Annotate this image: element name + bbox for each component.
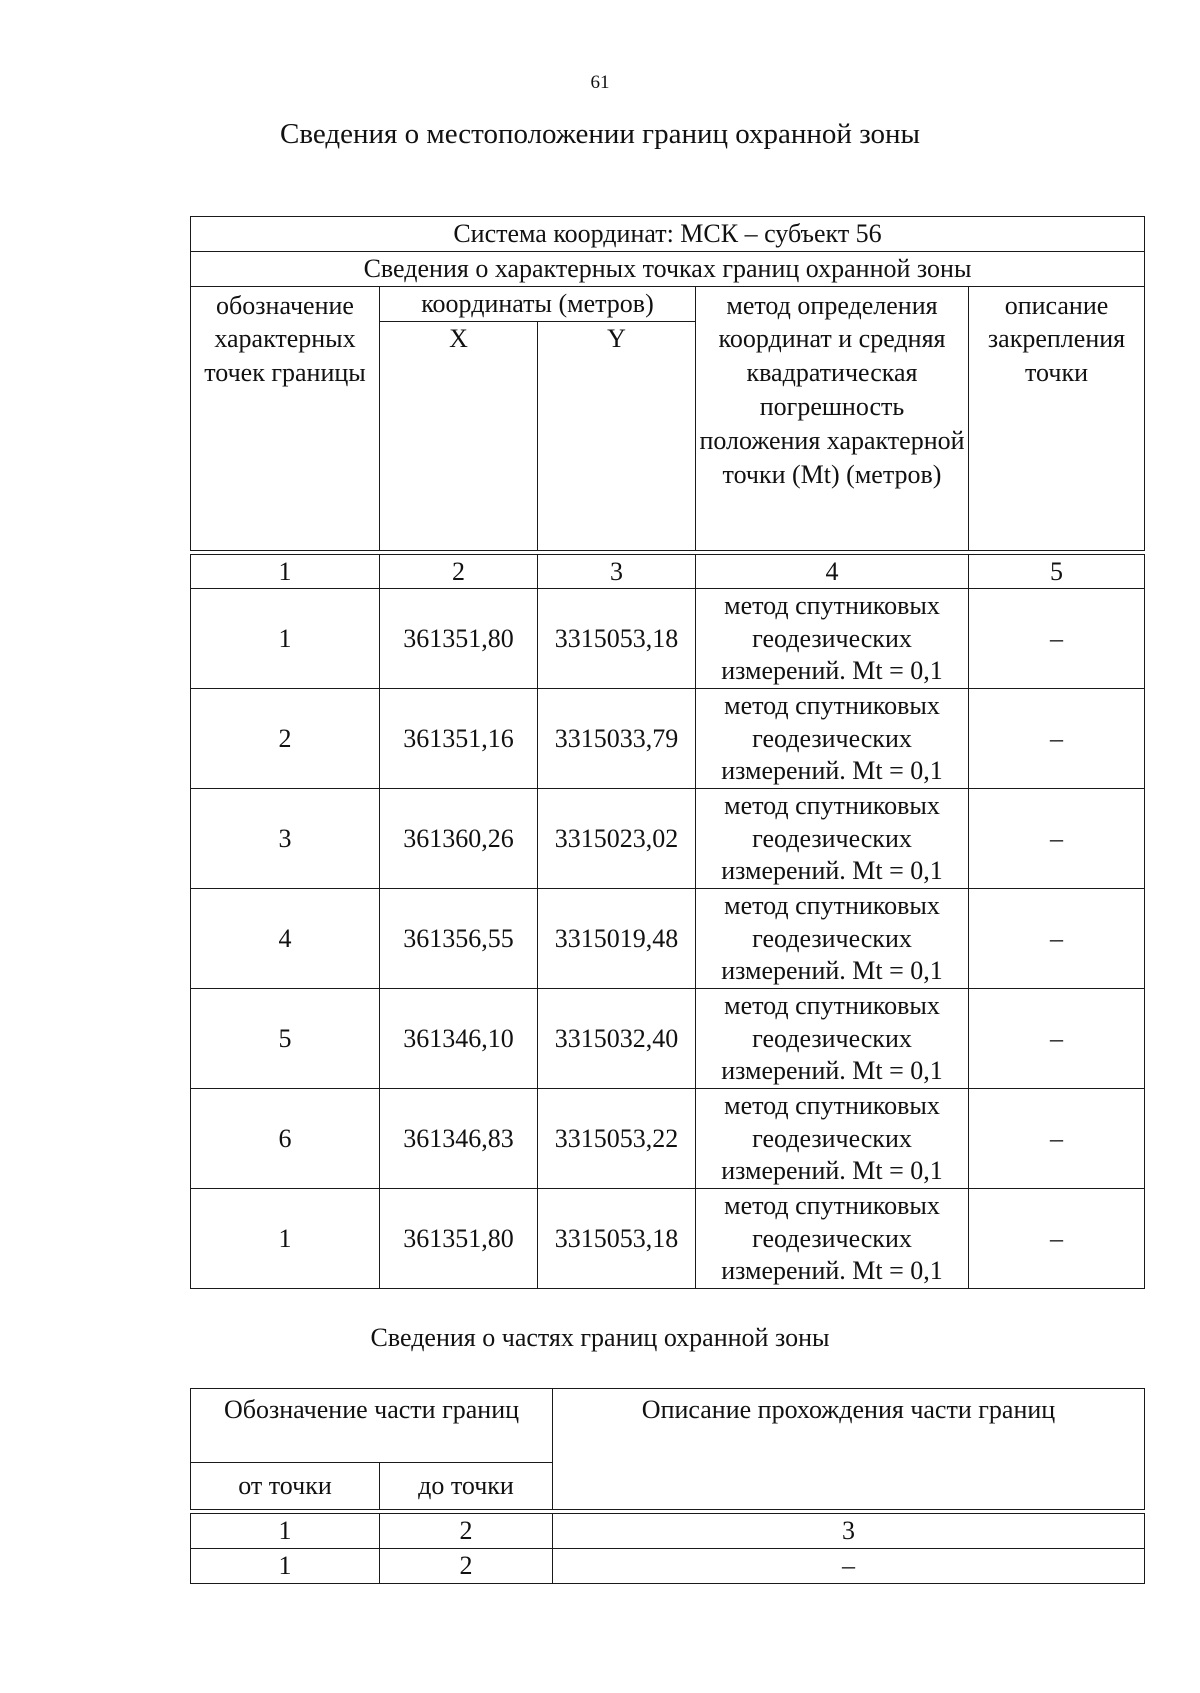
y-coordinate: 3315053,18 <box>538 1189 696 1289</box>
x-coordinate: 361360,26 <box>380 789 538 889</box>
point-number: 5 <box>191 989 380 1089</box>
x-coordinate: 361351,16 <box>380 689 538 789</box>
method-cell: метод спутниковых геодезических измерений. Mt = 0,1 <box>696 889 969 989</box>
point-number: 1 <box>191 1189 380 1289</box>
fixing-cell: – <box>969 1189 1145 1289</box>
column-number: 3 <box>553 1514 1145 1549</box>
y-header: Y <box>538 321 696 550</box>
x-coordinate: 361346,10 <box>380 989 538 1089</box>
point-number: 2 <box>191 689 380 789</box>
x-coordinate: 361351,80 <box>380 1189 538 1289</box>
y-coordinate: 3315023,02 <box>538 789 696 889</box>
method-cell: метод спутниковых геодезических измерений. Mt = 0,1 <box>696 689 969 789</box>
point-number: 4 <box>191 889 380 989</box>
from-point-cell: 1 <box>191 1548 380 1583</box>
table-row <box>191 689 1145 789</box>
fixing-cell: – <box>969 889 1145 989</box>
fixing-cell: – <box>969 1089 1145 1189</box>
coordinates-header: координаты (метров) <box>380 286 696 321</box>
x-coordinate: 361356,55 <box>380 889 538 989</box>
x-coordinate: 361346,83 <box>380 1089 538 1189</box>
designation-header: обозначение характерных точек границы <box>191 286 380 550</box>
column-number: 2 <box>380 1514 553 1549</box>
part-description-header: Описание прохождения части границ <box>553 1389 1145 1510</box>
point-number: 3 <box>191 789 380 889</box>
to-point-cell: 2 <box>380 1548 553 1583</box>
method-cell: метод спутниковых геодезических измерений. Mt = 0,1 <box>696 989 969 1089</box>
table-row <box>191 989 1145 1089</box>
x-coordinate: 361351,80 <box>380 589 538 689</box>
from-point-header: от точки <box>191 1463 380 1510</box>
point-number: 1 <box>191 589 380 689</box>
table-row <box>191 1548 1145 1583</box>
table-row <box>191 1089 1145 1189</box>
page-number: 61 <box>590 72 610 93</box>
method-cell: метод спутниковых геодезических измерений. Mt = 0,1 <box>696 789 969 889</box>
column-number: 4 <box>696 554 969 589</box>
y-coordinate: 3315033,79 <box>538 689 696 789</box>
method-header: метод определения координат и средняя квадратическая погрешность положения характерной точки (Mt) (метров) <box>696 286 969 550</box>
part-designation-header: Обозначение части границ <box>191 1389 553 1463</box>
column-number: 2 <box>380 554 538 589</box>
column-number: 3 <box>538 554 696 589</box>
column-number: 1 <box>191 1514 380 1549</box>
table-row <box>191 1189 1145 1289</box>
table-row <box>191 789 1145 889</box>
fixing-cell: – <box>969 989 1145 1089</box>
to-point-header: до точки <box>380 1463 553 1510</box>
parts-section-title: Сведения о частях границ охранной зоны <box>370 1323 830 1352</box>
y-coordinate: 3315053,22 <box>538 1089 696 1189</box>
column-number-row <box>191 554 1145 589</box>
y-coordinate: 3315019,48 <box>538 889 696 989</box>
y-coordinate: 3315053,18 <box>538 589 696 689</box>
table-row <box>191 589 1145 689</box>
table-row <box>191 889 1145 989</box>
column-number-row <box>191 1514 1145 1549</box>
fixing-cell: – <box>969 789 1145 889</box>
fixing-cell: – <box>969 689 1145 789</box>
points-section-header: Сведения о характерных точках границ охранной зоны <box>191 251 1145 286</box>
y-coordinate: 3315032,40 <box>538 989 696 1089</box>
document-title: Сведения о местоположении границ охранной зоны <box>279 118 920 150</box>
point-number: 6 <box>191 1089 380 1189</box>
method-cell: метод спутниковых геодезических измерений. Mt = 0,1 <box>696 1089 969 1189</box>
part-description-cell: – <box>553 1548 1145 1583</box>
x-header: X <box>380 321 538 550</box>
coordinate-system-header: Система координат: МСК – субъект 56 <box>191 217 1145 252</box>
method-cell: метод спутниковых геодезических измерений. Mt = 0,1 <box>696 1189 969 1289</box>
boundary-points-table <box>190 216 1145 1289</box>
boundary-parts-table <box>190 1388 1145 1584</box>
column-number: 5 <box>969 554 1145 589</box>
fixing-header: описание закрепления точки <box>969 286 1145 550</box>
fixing-cell: – <box>969 589 1145 689</box>
column-number: 1 <box>191 554 380 589</box>
method-cell: метод спутниковых геодезических измерений. Mt = 0,1 <box>696 589 969 689</box>
